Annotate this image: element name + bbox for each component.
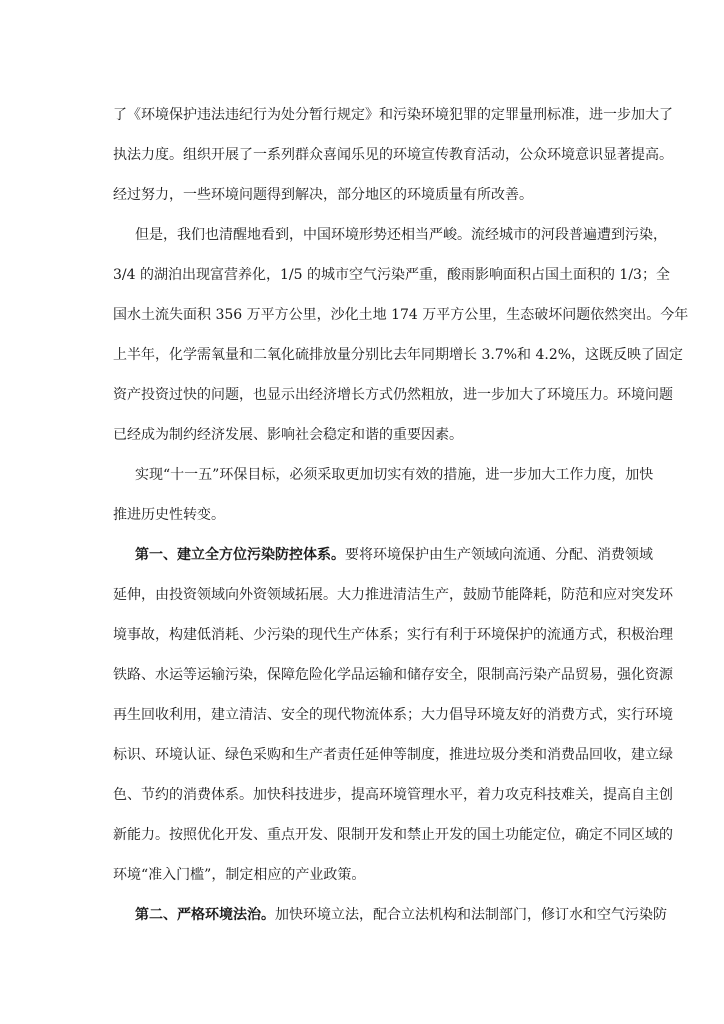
paragraph-5-first-text: 加快环境立法，配合立法机构和法制部门，修订水和空气污染防: [275, 907, 667, 923]
paragraph-4-heading: 第一、建立全方位污染防控体系。: [135, 547, 345, 563]
paragraph-4-line-9: 环境“准入门槛”，制定相应的产业政策。: [113, 867, 366, 883]
paragraph-2-line-5: 资产投资过快的问题，也显示出经济增长方式仍然粗放，进一步加大了环境压力。环境问题: [113, 387, 673, 403]
paragraph-3-line-2: 推进历史性转变。: [113, 507, 225, 523]
paragraph-1-line-2: 执法力度。组织开展了一系列群众喜闻乐见的环境宣传教育活动，公众环境意识显著提高。: [113, 147, 673, 163]
paragraph-4-first-text: 要将环境保护由生产领域向流通、分配、消费领域: [345, 547, 653, 563]
paragraph-5-line-1: [135, 906, 667, 924]
paragraph-4-line-4: 铁路、水运等运输污染，保障危险化学品运输和储存安全，限制高污染产品贸易，强化资源: [113, 667, 673, 683]
paragraph-4-line-8: 新能力。按照优化开发、重点开发、限制开发和禁止开发的国土功能定位，确定不同区域的: [113, 827, 673, 843]
paragraph-4-line-3: 境事故，构建低消耗、少污染的现代生产体系；实行有利于环境保护的流通方式，积极治理: [113, 627, 673, 643]
paragraph-4-line-1: [135, 546, 653, 564]
paragraph-2-line-4: 上半年，化学需氧量和二氧化硫排放量分别比去年同期增长 3.7%和 4.2%，这既反映了固定: [113, 347, 684, 363]
paragraph-2-line-3: 国水土流失面积 356 万平方公里，沙化土地 174 万平方公里，生态破坏问题依然突出。今年: [113, 307, 689, 323]
paragraph-4-line-6: 标识、环境认证、绿色采购和生产者责任延伸等制度，推进垃圾分类和消费品回收，建立绿: [113, 747, 673, 763]
paragraph-2-line-6: 已经成为制约经济发展、影响社会稳定和谐的重要因素。: [113, 427, 463, 443]
paragraph-2-line-1: 但是，我们也清醒地看到，中国环境形势还相当严峻。流经城市的河段普遍遭到污染，: [135, 227, 667, 243]
paragraph-1-line-3: 经过努力，一些环境问题得到解决，部分地区的环境质量有所改善。: [113, 187, 533, 203]
paragraph-3-line-1: 实现“十一五”环保目标，必须采取更加切实有效的措施，进一步加大工作力度，加快: [135, 467, 654, 483]
paragraph-1-line-1: 了《环境保护违法违纪行为处分暂行规定》和污染环境犯罪的定罪量刑标准，进一步加大了: [113, 107, 673, 123]
paragraph-4-line-5: 再生回收利用，建立清洁、安全的现代物流体系；大力倡导环境友好的消费方式，实行环境: [113, 707, 673, 723]
paragraph-4-line-7: 色、节约的消费体系。加快科技进步，提高环境管理水平，着力攻克科技难关，提高自主创: [113, 787, 673, 803]
paragraph-2-line-2: 3/4 的湖泊出现富营养化，1/5 的城市空气污染严重，酸雨影响面积占国土面积的 1/3；全: [113, 267, 670, 283]
paragraph-4-line-2: 延伸，由投资领域向外资领域拓展。大力推进清洁生产，鼓励节能降耗，防范和应对突发环: [113, 587, 673, 603]
paragraph-5-heading: 第二、严格环境法治。: [135, 907, 275, 923]
